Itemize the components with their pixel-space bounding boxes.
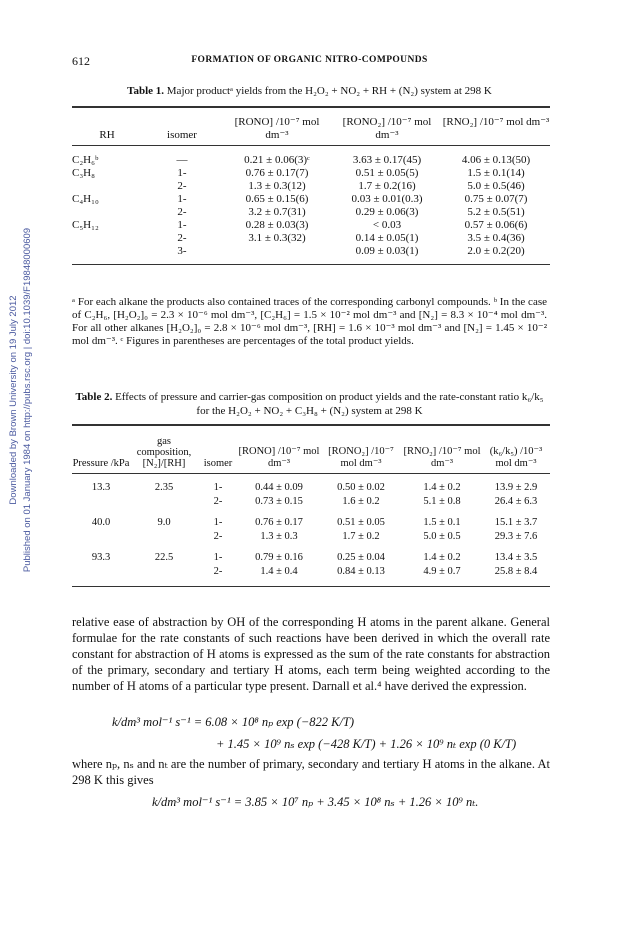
table2-header: Pressure /kPa	[72, 457, 130, 469]
table2-cell: 1.4 ± 0.2	[423, 481, 461, 493]
table2-header: [RONO] /10⁻⁷ mol dm⁻³	[238, 445, 320, 469]
table2-cell: 1.7 ± 0.2	[342, 530, 380, 542]
table1-caption-label: Table 1.	[127, 85, 165, 97]
table2-header: [RNO₂] /10⁻⁷ mol dm⁻³	[403, 445, 481, 469]
table1-cell	[222, 245, 332, 258]
table2-header-row	[72, 429, 550, 473]
table1-cell: 0.29 ± 0.06(3)	[355, 205, 419, 218]
table2-row	[72, 566, 550, 580]
table1-row	[72, 206, 550, 219]
table2-cell: 0.84 ± 0.13	[337, 565, 385, 577]
table2-cell	[130, 566, 198, 580]
table2-cell	[72, 566, 130, 580]
table2-cell	[72, 496, 130, 510]
table1-cell: 0.51 ± 0.05(5)	[355, 166, 419, 179]
table1-cell: C₃H₈	[72, 166, 95, 179]
page-number: 612	[72, 54, 90, 68]
table1-cell: C₄H₁₀	[72, 192, 99, 205]
table2-cell: 93.3	[91, 551, 111, 563]
table2-cell: 4.9 ± 0.7	[423, 565, 461, 577]
table1-row	[72, 154, 550, 167]
table1-cell: —	[176, 153, 188, 166]
table2	[72, 424, 550, 587]
table2-cell: 1-	[213, 551, 223, 563]
table1-row	[72, 245, 550, 258]
table1-cell: 3.63 ± 0.17(45)	[352, 153, 422, 166]
table2-cell: 0.79 ± 0.16	[255, 551, 303, 563]
table1-cell	[72, 180, 142, 193]
table1-cell: 1-	[177, 218, 187, 231]
table1-cell: 0.76 ± 0.17(7)	[245, 166, 309, 179]
table1-cell: 3.1 ± 0.3(32)	[248, 231, 306, 244]
table2-row	[72, 531, 550, 545]
table1-cell: 3.2 ± 0.7(31)	[248, 205, 306, 218]
table2-cell: 40.0	[91, 516, 111, 528]
table1-cell: 1-	[177, 166, 187, 179]
table2-cell: 1-	[213, 481, 223, 493]
table1-cell: 0.21 ± 0.06(3)ᶜ	[244, 153, 310, 166]
table1-cell: 2-	[177, 179, 187, 192]
table1-cell: 3.5 ± 0.4(36)	[467, 231, 525, 244]
table1-cell: 1.5 ± 0.1(14)	[467, 166, 525, 179]
table1-row	[72, 193, 550, 206]
watermark-published-line: Published on 01 January 1984 on http://pubs.rsc.org | doi:10.1039/F19848000609	[22, 227, 33, 573]
table2-cell: 1.6 ± 0.2	[342, 495, 380, 507]
table1-cell: 2-	[177, 205, 187, 218]
where-paragraph: where nₚ, nₛ and nₜ are the number of primary, secondary and tertiary H atoms in the alkane. At 298 K this gives	[72, 757, 550, 787]
table2-cell: 2-	[213, 565, 223, 577]
table1-cell: C₂H₆ᵇ	[72, 153, 99, 166]
table1-cell	[72, 232, 142, 245]
table1-cell: 0.75 ± 0.07(7)	[464, 192, 528, 205]
table2-cell: 2-	[213, 530, 223, 542]
table1-cell: 0.57 ± 0.06(6)	[464, 218, 528, 231]
table1-cell: 0.65 ± 0.15(6)	[245, 192, 309, 205]
table1-cell: 5.0 ± 0.5(46)	[467, 179, 525, 192]
table2-header: [RONO₂] /10⁻⁷ mol dm⁻³	[328, 445, 394, 469]
table2-cell: 2.35	[154, 481, 174, 493]
table2-header: isomer	[203, 457, 233, 469]
table2-caption	[72, 390, 547, 418]
table1-header: [RONO₂] /10⁻⁷ mol dm⁻³	[342, 116, 432, 141]
table2-cell	[130, 496, 198, 510]
table1-cell: < 0.03	[372, 218, 402, 231]
table1-cell: 2.0 ± 0.2(20)	[467, 244, 525, 257]
table2-cell: 0.76 ± 0.17	[255, 516, 303, 528]
table2-cell: 13.4 ± 3.5	[494, 551, 538, 563]
table1-header: [RONO] /10⁻⁷ mol dm⁻³	[234, 116, 320, 141]
table2-cell: 1.4 ± 0.4	[260, 565, 298, 577]
table2-cell: 22.5	[154, 551, 174, 563]
table2-cell: 0.51 ± 0.05	[337, 516, 385, 528]
table2-cell: 1.3 ± 0.3	[260, 530, 298, 542]
table1-row	[72, 180, 550, 193]
table1-cell: 1-	[177, 192, 187, 205]
watermark-download-line: Downloaded by Brown University on 19 July 2012	[8, 295, 19, 505]
table1-header: RH	[99, 128, 115, 141]
table2-header: gas composition, [N₂]/[RH]	[136, 435, 192, 469]
table2-cell: 2-	[213, 495, 223, 507]
table1-cell: 2-	[177, 231, 187, 244]
table1-cell	[72, 206, 142, 219]
table1-cell: 4.06 ± 0.13(50)	[461, 153, 531, 166]
table2-cell: 0.44 ± 0.09	[255, 481, 303, 493]
table1-cell: 0.14 ± 0.05(1)	[355, 231, 419, 244]
table2-cell: 5.0 ± 0.5	[423, 530, 461, 542]
table2-header: (k₆/k₅) /10⁻³ mol dm⁻³	[489, 445, 543, 469]
table1-header-row	[72, 111, 550, 145]
table2-caption-label: Table 2.	[75, 391, 113, 403]
table1-footnote: ᵃ For each alkane the products also contained traces of the corresponding carbonyl compounds. ᵇ In the case of C₂H₆, [H₂O₂]₀ = 2.3 × 10⁻⁶ mol dm⁻³, [C₂H₆] = 1.5 × 10⁻² mol dm⁻³ and [N₂] = 8.3 × 10⁻⁴ mol dm⁻³. For all other alkanes [H₂O₂]₀ = 2.8 × 10⁻⁶ mol dm⁻³, [RH] = 1.6 × 10⁻³ mol dm⁻³ and [N₂] = 1.45 × 10⁻² mol dm⁻³. ᶜ Figures in parentheses are percentages of the total product yields.	[72, 296, 547, 347]
table1-row	[72, 219, 550, 232]
table2-row	[72, 510, 550, 531]
table1-cell: C₅H₁₂	[72, 218, 99, 231]
table2-row	[72, 545, 550, 566]
table1-header: isomer	[167, 128, 197, 141]
table1-row	[72, 167, 550, 180]
table1-cell: 3-	[177, 244, 187, 257]
table1-caption-text: Major productᵃ yields from the H₂O₂ + NO₂ + RH + (N₂) system at 298 K	[166, 85, 492, 97]
equation-1-line-1: k/dm³ mol⁻¹ s⁻¹ = 6.08 × 10⁸ nₚ exp (−822 K/T)	[112, 715, 355, 729]
table1-row	[72, 232, 550, 245]
table1-cell	[72, 245, 142, 258]
table2-cell: 1.4 ± 0.2	[423, 551, 461, 563]
table1-cell: 1.3 ± 0.3(12)	[248, 179, 306, 192]
equation-1-line-2: + 1.45 × 10⁹ nₛ exp (−428 K/T) + 1.26 × 10⁹ nₜ exp (0 K/T)	[216, 737, 517, 751]
running-title: FORMATION OF ORGANIC NITRO-COMPOUNDS	[191, 55, 428, 65]
table2-cell: 29.3 ± 7.6	[494, 530, 538, 542]
table2-cell: 26.4 ± 6.3	[494, 495, 538, 507]
table2-caption-text: Effects of pressure and carrier-gas composition on product yields and the rate-constant ratio k₆/k₅ for the H₂O₂ + NO₂ + C₃H₈ + (N₂) system at 298 K	[115, 391, 544, 417]
table1-caption	[72, 84, 547, 98]
table2-cell: 0.25 ± 0.04	[337, 551, 385, 563]
table1-header: [RNO₂] /10⁻⁷ mol dm⁻³	[442, 116, 550, 128]
table2-cell: 25.8 ± 8.4	[494, 565, 538, 577]
table1-cell: 5.2 ± 0.5(51)	[467, 205, 525, 218]
table2-cell: 13.9 ± 2.9	[494, 481, 538, 493]
table2-cell: 13.3	[91, 481, 111, 493]
table2-cell: 15.1 ± 3.7	[494, 516, 538, 528]
table1-cell: 0.09 ± 0.03(1)	[355, 244, 419, 257]
table1-cell: 1.7 ± 0.2(16)	[358, 179, 416, 192]
table2-cell: 0.50 ± 0.02	[337, 481, 385, 493]
table2-cell: 0.73 ± 0.15	[255, 495, 303, 507]
table2-cell	[72, 531, 130, 545]
table1	[72, 106, 550, 265]
table1-cell: 0.03 ± 0.01(0.3)	[351, 192, 423, 205]
table2-row	[72, 496, 550, 510]
table2-cell	[130, 531, 198, 545]
table2-cell: 9.0	[157, 516, 171, 528]
table2-cell: 5.1 ± 0.8	[423, 495, 461, 507]
table2-row	[72, 482, 550, 496]
download-watermark	[8, 200, 38, 600]
table1-cell: 0.28 ± 0.03(3)	[245, 218, 309, 231]
table2-cell: 1.5 ± 0.1	[423, 516, 461, 528]
equation-2: k/dm³ mol⁻¹ s⁻¹ = 3.85 × 10⁷ nₚ + 3.45 × 10⁸ nₛ + 1.26 × 10⁹ nₜ.	[152, 795, 479, 809]
body-paragraph: relative ease of abstraction by OH of the corresponding H atoms in the parent alkane. General formulae for the rate constants of such reactions have been derived in which the overall rate constant for abstraction of H atoms is expressed as the sum of the rate constants for abstraction of the primary, secondary and tertiary H atoms, each term being weighted according to the number of H atoms of a particular type present. Darnall et al.⁴ have derived the expression.	[72, 615, 550, 693]
table2-cell: 1-	[213, 516, 223, 528]
